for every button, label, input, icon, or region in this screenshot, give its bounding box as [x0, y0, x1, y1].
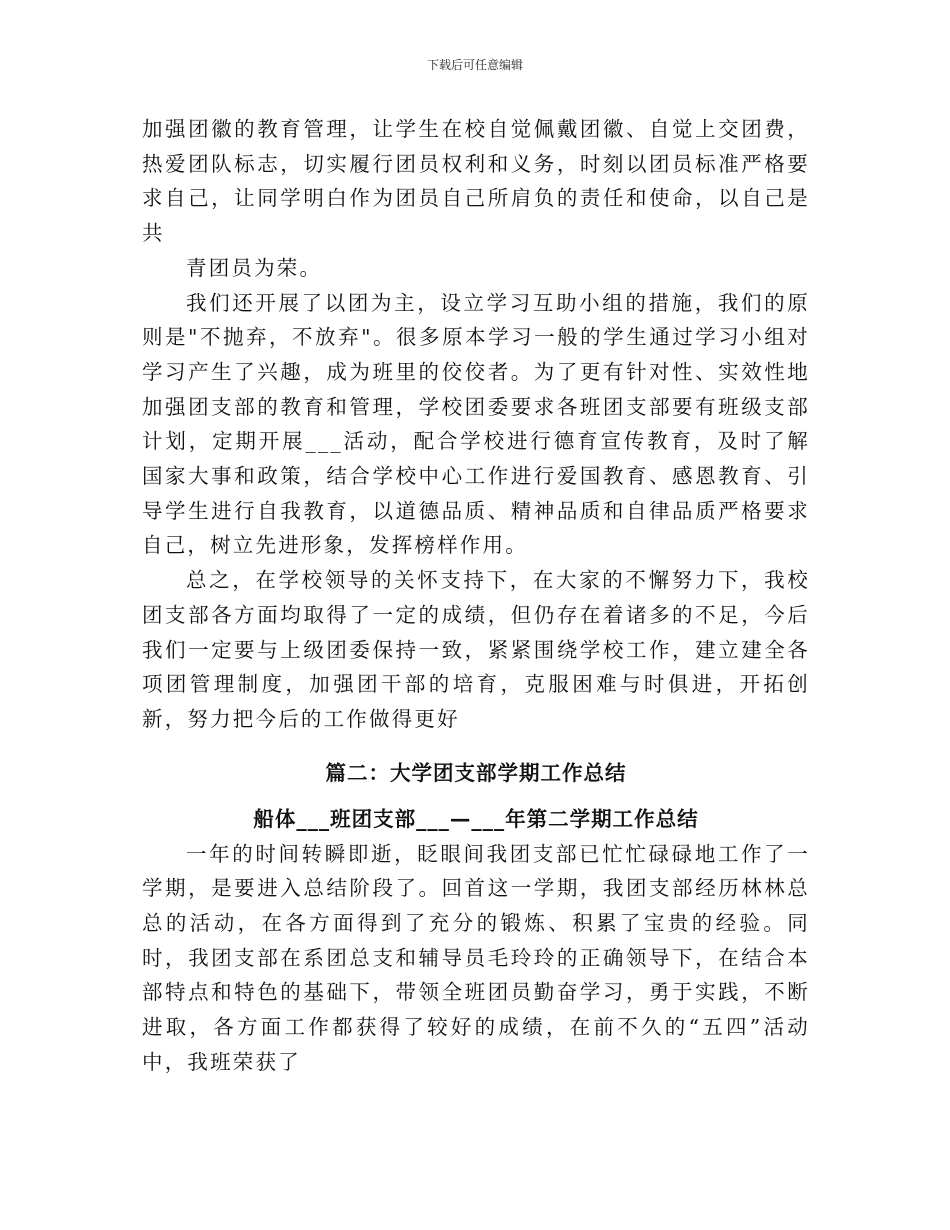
document-body [142, 112, 810, 1080]
paragraph-2: 青团员为荣。 [186, 255, 323, 280]
report-title: 船体___班团支部___—___年第二学期工作总结 [253, 806, 699, 831]
section-title: 篇二：大学团支部学期工作总结 [325, 760, 627, 785]
paragraph-1: 加强团徽的教育管理，让学生在校自觉佩戴团徽、自觉上交团费，热爱团队标志，切实履行团员权利和义务，时刻以团员标准严格要求自己，让同学明白作为团员自己所肩负的责任和使命，以自己是共 [142, 117, 810, 246]
page-header: 下载后可任意编辑 [426, 58, 523, 72]
paragraph-5: 一年的时间转瞬即逝，眨眼间我团支部已忙忙碌碌地工作了一学期，是要进入总结阶段了。回首这一学期，我团支部经历林林总总的活动，在各方面得到了充分的锻炼、积累了宝贵的经验。同时，我团支部在系团总支和辅导员毛玲玲的正确领导下，在结合本部特点和特色的基础下，带领全班团员勤奋学习，勇于实践，不断进取，各方面工作都获得了较好的成绩，在前不久的“五四”活动中，我班荣获了 [142, 841, 810, 1074]
paragraph-4: 总之，在学校领导的关怀支持下，在大家的不懈努力下，我校团支部各方面均取得了一定的成绩，但仍存在着诸多的不足，今后我们一定要与上级团委保持一致，紧紧围绕学校工作，建立建全各项团管理制度，加强团干部的培育，克服困难与时俱进，开拓创新，努力把今后的工作做得更好 [142, 568, 810, 731]
paragraph-3: 我们还开展了以团为主，设立学习互助小组的措施，我们的原则是"不抛弃，不放弃"。很多原本学习一般的学生通过学习小组对学习产生了兴趣，成为班里的佼佼者。为了更有针对性、实效性地加强团支部的教育和管理，学校团委要求各班团支部要有班级支部计划，定期开展___活动，配合学校进行德育宣传教育，及时了解国家大事和政策，结合学校中心工作进行爱国教育、感恩教育、引导学生进行自我教育，以道德品质、精神品质和自律品质严格要求自己，树立先进形象，发挥榜样作用。 [142, 290, 810, 558]
